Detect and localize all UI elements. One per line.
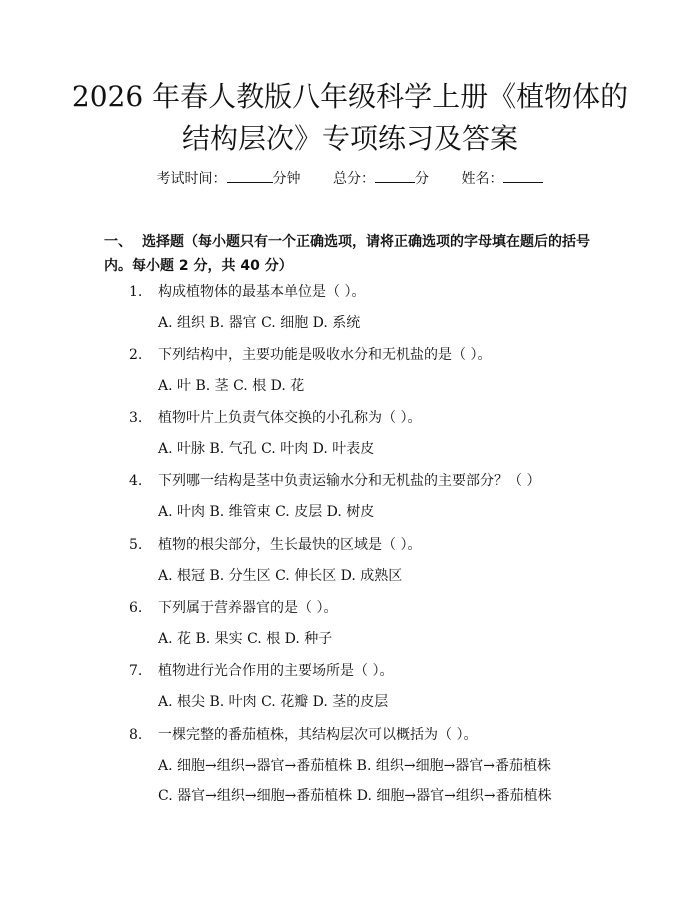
question-options: A. 叶肉 B. 维管束 C. 皮层 D. 树皮: [158, 504, 375, 520]
exam-time-unit: 分钟: [272, 171, 301, 187]
question-number: 8.: [129, 727, 143, 743]
question-options: C. 器官→组织→细胞→番茄植株 D. 细胞→器官→组织→番茄植株: [158, 788, 552, 804]
total-score-unit: 分: [415, 171, 429, 187]
question-item: [129, 471, 649, 491]
section-heading: [104, 230, 604, 278]
question-text: 植物进行光合作用的主要场所是（ ）。: [158, 663, 394, 679]
question-options: A. 花 B. 果实 C. 根 D. 种子: [158, 631, 333, 647]
question-text: 下列哪一结构是茎中负责运输水分和无机盐的主要部分？（ ）: [158, 473, 541, 489]
section-instructions: 选择题（每小题只有一个正确选项，请将正确选项的字母填在题后的括号内。每小题 2 分，共 40 分）: [104, 234, 590, 274]
question-text: 下列结构中，主要功能是吸收水分和无机盐的是（ ）。: [158, 347, 492, 363]
question-options: A. 叶脉 B. 气孔 C. 叶肉 D. 叶表皮: [158, 441, 375, 457]
question-options: A. 组织 B. 器官 C. 细胞 D. 系统: [158, 315, 361, 331]
question-number: 1.: [129, 284, 143, 300]
question-text: 一棵完整的番茄植株，其结构层次可以概括为（ ）。: [158, 727, 478, 743]
exam-time-label: 考试时间：: [156, 171, 227, 187]
question-item: [129, 535, 649, 555]
question-text: 构成植物体的最基本单位是（ ）。: [158, 284, 366, 300]
section-number: 一、: [104, 234, 132, 250]
question-number: 4.: [129, 473, 143, 489]
title-line-1: 2026 年春人教版八年级科学上册《植物体的: [71, 80, 629, 113]
question-number: 3.: [129, 410, 143, 426]
question-item: [129, 282, 649, 302]
question-number: 2.: [129, 347, 143, 363]
question-options: A. 根尖 B. 叶肉 C. 花瓣 D. 茎的皮层: [158, 694, 389, 710]
question-number: 7.: [129, 663, 143, 679]
question-options: A. 细胞→组织→器官→番茄植株 B. 组织→细胞→器官→番茄植株: [158, 758, 552, 774]
question-item: [129, 725, 649, 745]
student-name-label: 姓名：: [461, 171, 504, 187]
student-name-blank[interactable]: [503, 168, 543, 183]
total-score-field: [333, 168, 429, 189]
question-item: [129, 598, 649, 618]
question-options: A. 叶 B. 茎 C. 根 D. 花: [158, 378, 305, 394]
exam-info-line: [0, 168, 700, 189]
total-score-label: 总分：: [333, 171, 375, 187]
total-score-blank[interactable]: [375, 168, 415, 183]
question-number: 5.: [129, 537, 143, 553]
question-text: 植物的根尖部分，生长最快的区域是（ ）。: [158, 537, 422, 553]
question-text: 植物叶片上负责气体交换的小孔称为（ ）。: [158, 410, 422, 426]
question-item: [129, 345, 649, 365]
question-text: 下列属于营养器官的是（ ）。: [158, 600, 338, 616]
question-number: 6.: [129, 600, 143, 616]
exam-time-blank[interactable]: [227, 168, 273, 183]
exam-time-field: [157, 168, 301, 189]
question-item: [129, 408, 649, 428]
title-line-2: 结构层次》专项练习及答案: [181, 122, 518, 155]
document-title: [60, 76, 640, 160]
student-name-field: [461, 168, 543, 189]
question-item: [129, 661, 649, 681]
question-options: A. 根冠 B. 分生区 C. 伸长区 D. 成熟区: [158, 568, 403, 584]
